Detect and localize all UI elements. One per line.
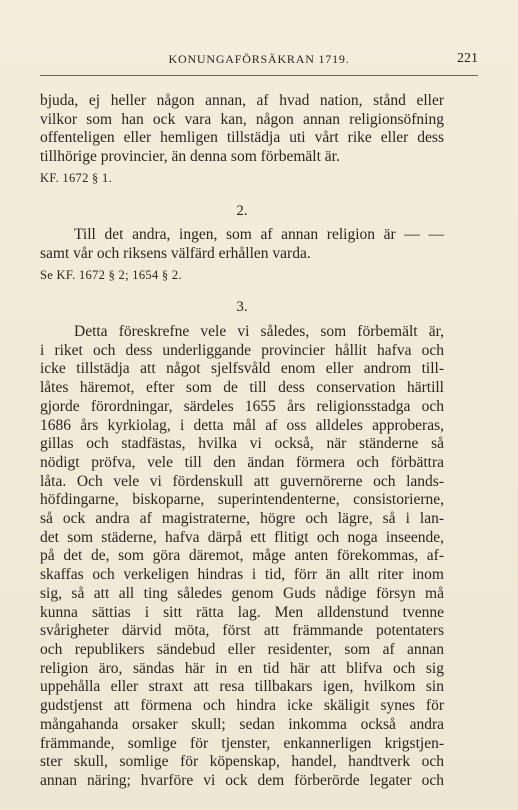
section-number-2: 2.: [236, 202, 248, 219]
header-rule: [40, 75, 478, 76]
text-line: tillhörige provincier, än denna som förbemält är.: [40, 148, 340, 166]
page-number: 221: [457, 51, 478, 66]
text-line: Detta föreskrefne vele vi således, som förbemält är,: [74, 323, 444, 341]
text-line: nödigt pröfva, vele till den ändan förmera och förbättra: [40, 453, 444, 471]
text-line: Till det andra, ingen, som af annan religion är — —: [74, 226, 444, 244]
text-line: annan näring; hvarföre vi ock dem förberörde legater och: [40, 771, 444, 789]
text-line: skaffas och verkeligen hindras i tid, förr än allt riter inom: [40, 566, 444, 584]
text-line: på det de, som göra däremot, måge anten förekommas, af-: [40, 547, 444, 565]
text-line: sig, så att all ting således genom Guds nådige försyn må: [40, 584, 444, 602]
text-line: höfdingarne, biskoparne, superintendenterne, consistorierne,: [40, 491, 444, 509]
paragraph-1: [40, 92, 444, 188]
text-line: och republikers sändebud eller residenter, som af annan: [40, 640, 444, 658]
text-line: icke tillstädja att något sjelfsvåld enom eller androm till-: [40, 360, 444, 378]
text-line: gjorde förordningar, särdeles 1655 års religionsstadga och: [40, 397, 444, 415]
text-line: främmande, somlige för tjenster, enkannerligen krigstjen-: [40, 734, 444, 752]
text-line: i riket och dess underliggande provincier hållit hafva och: [40, 341, 444, 359]
page-header: [40, 52, 478, 74]
text-line: så ock andra af magistraterne, högre och lägre, så i lan-: [40, 510, 444, 528]
section-2-text: [40, 226, 444, 284]
text-line: vilkor som han ock vara kan, någon annan religionsöfning: [40, 110, 444, 128]
text-line: 1686 års kyrkiolag, i detta mål af oss alldeles approberas,: [40, 416, 444, 434]
text-line: gillas och stadfästas, hvilka vi också, när ständerne så: [40, 435, 444, 453]
text-line: mångahanda orsaker skull; sedan inkomma också andra: [40, 715, 444, 733]
reference-note: KF. 1672 § 1.: [40, 170, 113, 185]
text-line: låta. Och vele vi fördenskull att guvernörerne och lands-: [40, 472, 444, 490]
text-line: låtes häremot, efter som de till dess conservation härtill: [40, 379, 444, 397]
text-line: bjuda, ej heller någon annan, af hvad nation, stånd eller: [40, 92, 444, 109]
text-line: svårigheter därvid möta, först att främmande potentaters: [40, 622, 444, 640]
reference-note: Se KF. 1672 § 2; 1654 § 2.: [40, 267, 182, 282]
text-line: samt vår och riksens välfärd erhållen varda.: [40, 244, 311, 262]
section-3-text: [40, 323, 444, 791]
page-body: [40, 92, 444, 791]
text-line: offenteligen eller hemligen tillstädja uti vårt rike eller dess: [40, 129, 444, 147]
text-line: gudstjenst att förmena och hindra icke skäligit synes för: [40, 697, 444, 715]
section-number-3: 3.: [236, 299, 248, 316]
text-line: uppehålla eller straxt att resa tillbakars igen, hvilkom sin: [40, 678, 444, 696]
text-line: det som städerne, hafva därpå ett flitigt och noga inseende,: [40, 528, 444, 546]
text-line: religion äro, sändas här in en tid här att blifva och sig: [40, 659, 444, 677]
text-line: ster skull, somlige för köpenskap, handel, handtverk och: [40, 753, 444, 771]
text-line: kunna sättias i sitt rätta lag. Men alldenstund tvenne: [40, 603, 444, 621]
running-head: KONUNGAFÖRSÄKRAN 1719.: [168, 52, 350, 66]
